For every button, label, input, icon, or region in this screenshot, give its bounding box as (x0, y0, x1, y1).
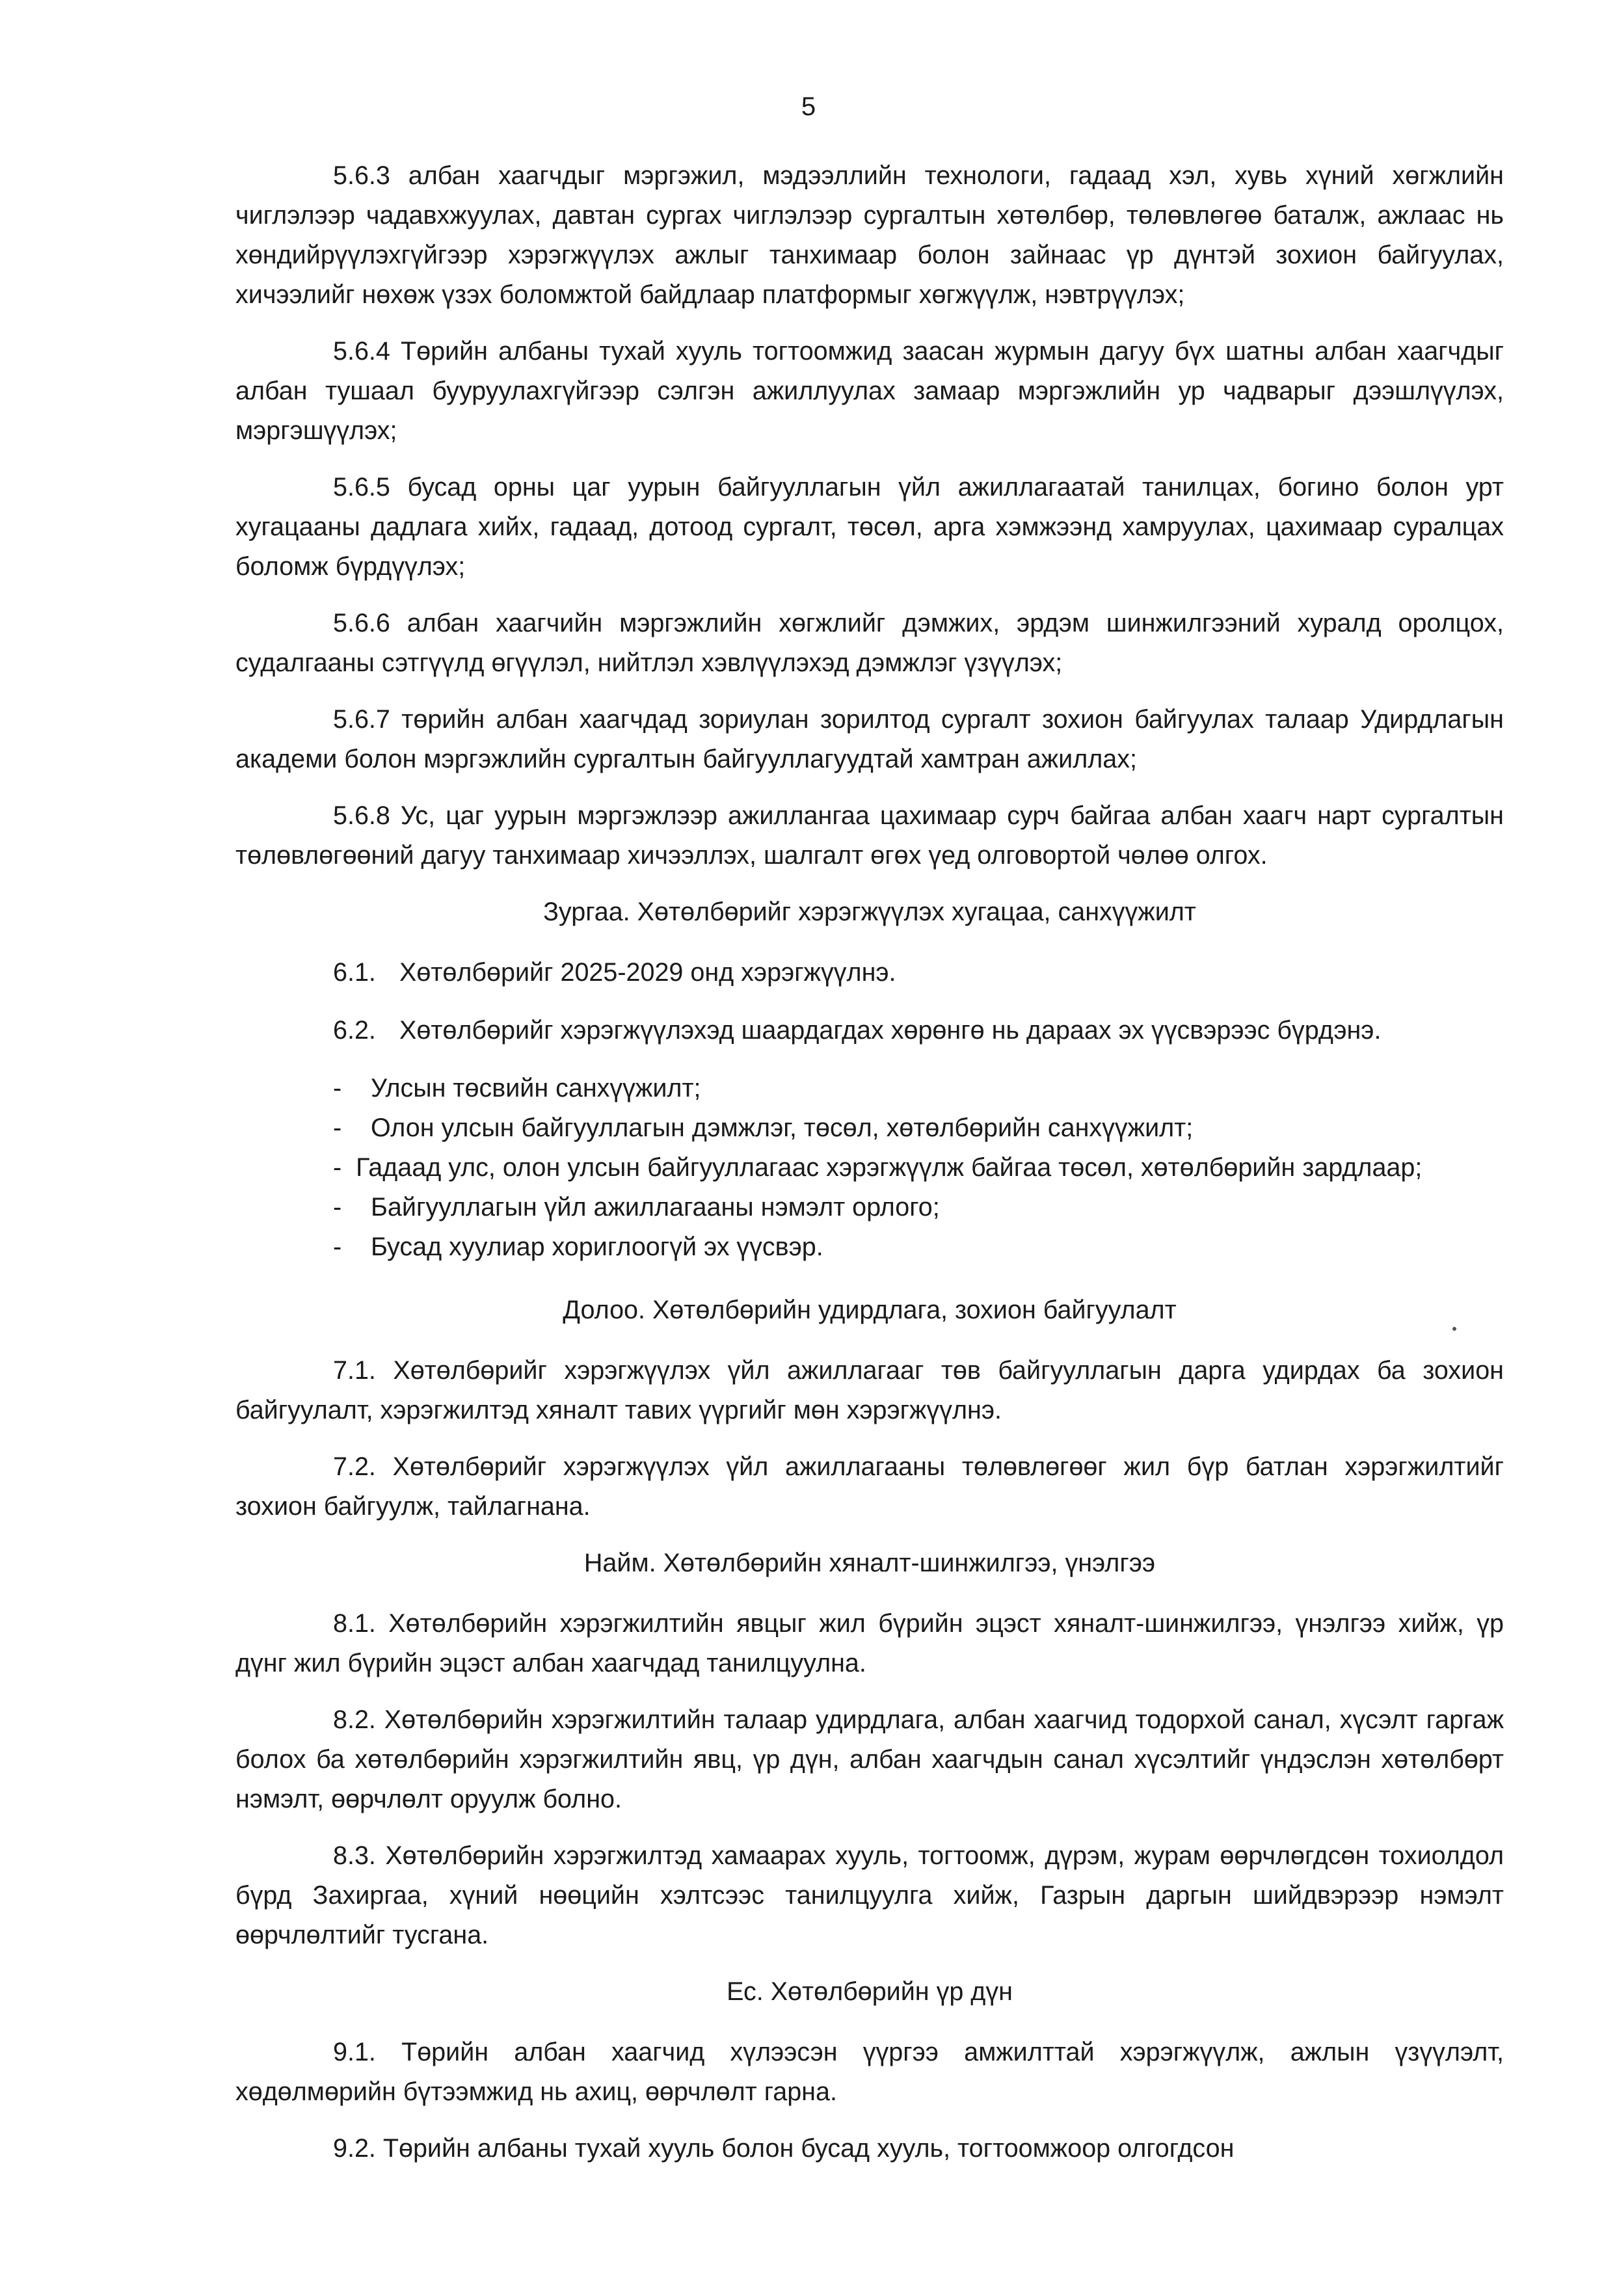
paragraph-5-6-3: 5.6.3 албан хаагчдыг мэргэжил, мэдээллийн технологи, гадаад хэл, хувь хүний хөгжлийн чиглэлээр чадавхжуулах, давтан сургах чиглэлээр сургалтын хөтөлбөр, төлөвлөгөө баталж, ажлаас нь хөндийрүүлэхгүйгээр хэрэгжүүлэх ажлыг танхимаар болон зайнаас үр дүнтэй зохион байгуулах, хичээлийг нөхөж үзэх боломжтой байдлаар платформыг хөгжүүлж, нэвтрүүлэх; (235, 161, 1504, 309)
list-item: - Олон улсын байгууллагын дэмжлэг, төсөл, хөтөлбөрийн санхүүжилт; (333, 1108, 1504, 1148)
paragraph-8-1: 8.1. Хөтөлбөрийн хэрэгжилтийн явцыг жил бүрийн эцэст хяналт-шинжилгээ, үнэлгээ хийж, үр дүнг жил бүрийн эцэст албан хаагчдад танилцуулна. (235, 1609, 1504, 1677)
item-number: 6.1. (333, 958, 376, 987)
paragraph-7-1: 7.1. Хөтөлбөрийг хэрэгжүүлэх үйл ажиллагааг төв байгууллагын дарга удирдах ба зохион байгуулалт, хэрэгжилтэд хяналт тавих үүргийг мөн хэрэгжүүлнэ. (235, 1356, 1504, 1424)
funding-sources-list (235, 1069, 1504, 1267)
list-item: - Байгууллагын үйл ажиллагааны нэмэлт орлого; (333, 1188, 1504, 1227)
list-item: - Улсын төсвийн санхүүжилт; (333, 1069, 1504, 1108)
document-body (235, 156, 1504, 2185)
paragraph-5-6-5: 5.6.5 бусад орны цаг уурын байгууллагын үйл ажиллагаатай танилцах, богино болон урт хугацааны дадлага хийх, гадаад, дотоод сургалт, төсөл, арга хэмжээнд хамруулах, цахимаар суралцах боломж бүрдүүлэх; (235, 473, 1504, 581)
paragraph-5-6-4: 5.6.4 Төрийн албаны тухай хууль тогтоомжид заасан журмын дагуу бүх шатны албан хаагчдыг албан тушаал бууруулахгүйгээр сэлгэн ажиллуулах замаар мэргэжлийн ур чадварыг дээшлүүлэх, мэргэшүүлэх; (235, 337, 1504, 445)
paragraph-5-6-8: 5.6.8 Ус, цаг уурын мэргэжлээр ажиллангаа цахимаар сурч байгаа албан хаагч нарт сургалтын төлөвлөгөөний дагуу танхимаар хичээллэх, шалгалт өгөх үед олговортой чөлөө олгох. (235, 801, 1504, 870)
item-6-1 (333, 953, 1504, 993)
item-6-2 (333, 1011, 1504, 1050)
section-heading-7: Долоо. Хөтөлбөрийн удирдлага, зохион байгуулалт (563, 1296, 1177, 1324)
section-heading-8: Найм. Хөтөлбөрийн хяналт-шинжилгээ, үнэлгээ (583, 1549, 1156, 1577)
page-number: 5 (801, 92, 816, 121)
scan-speck (1452, 1327, 1456, 1331)
section-heading-6: Зургаа. Хөтөлбөрийг хэрэгжүүлэх хугацаа, санхүүжилт (543, 898, 1196, 926)
paragraph-8-2: 8.2. Хөтөлбөрийн хэрэгжилтийн талаар удирдлага, албан хаагчид тодорхой санал, хүсэлт гаргаж болох ба хөтөлбөрийн хэрэгжилтийн явц, үр дүн, албан хаагчдын санал хүсэлтийг үндэслэн хөтөлбөрт нэмэлт, өөрчлөлт оруулж болно. (235, 1705, 1504, 1813)
list-item: - Гадаад улс, олон улсын байгууллагаас хэрэгжүүлж байгаа төсөл, хөтөлбөрийн зардлаар; (333, 1153, 1423, 1182)
paragraph-5-6-7: 5.6.7 төрийн албан хаагчдад зориулан зорилтод сургалт зохион байгуулах талаар Удирдлагын академи болон мэргэжлийн сургалтын байгууллагуудтай хамтран ажиллах; (235, 705, 1504, 773)
list-item: - Бусад хуулиар хориглоогүй эх үүсвэр. (333, 1227, 1504, 1267)
bullet-dash: - (333, 1193, 342, 1221)
paragraph-7-2: 7.2. Хөтөлбөрийг хэрэгжүүлэх үйл ажиллагааны төлөвлөгөөг жил бүр батлан хэрэгжилтийг зохион байгуулж, тайлагнана. (235, 1452, 1504, 1521)
paragraph-5-6-6: 5.6.6 албан хаагчийн мэргэжлийн хөгжлийг дэмжих, эрдэм шинжилгээний хуралд оролцох, судалгааны сэтгүүлд өгүүлэл, нийтлэл хэвлүүлэхэд дэмжлэг үзүүлэх; (235, 609, 1504, 677)
paragraph-8-3: 8.3. Хөтөлбөрийн хэрэгжилтэд хамаарах хууль, тогтоомж, дүрэм, журам өөрчлөгдсөн тохиолдол бүрд Захиргаа, хүний нөөцийн хэлтсээс танилцуулга хийж, Газрын даргын шийдвэрээр нэмэлт өөрчлөлтийг тусгана. (235, 1841, 1504, 1949)
section-heading-9: Ес. Хөтөлбөрийн үр дүн (727, 1977, 1013, 2006)
item-text: Хөтөлбөрийг 2025-2029 онд хэрэгжүүлнэ. (399, 958, 896, 987)
paragraph-9-1: 9.1. Төрийн албан хаагчид хүлээсэн үүргээ амжилттай хэрэгжүүлж, ажлын үзүүлэлт, хөдөлмөрийн бүтээмжид нь ахиц, өөрчлөлт гарна. (235, 2038, 1504, 2106)
paragraph-9-2: 9.2. Төрийн албаны тухай хууль болон бусад хууль, тогтоомжоор олгогдсон (333, 2134, 1235, 2163)
bullet-dash: - (333, 1114, 342, 1142)
item-text: Хөтөлбөрийг хэрэгжүүлэхэд шаардагдах хөрөнгө нь дараах эх үүсвэрээс бүрдэнэ. (399, 1016, 1382, 1045)
item-number: 6.2. (333, 1016, 376, 1045)
bullet-dash: - (333, 1074, 342, 1102)
bullet-dash: - (333, 1233, 342, 1261)
bullet-dash: - (333, 1153, 356, 1182)
